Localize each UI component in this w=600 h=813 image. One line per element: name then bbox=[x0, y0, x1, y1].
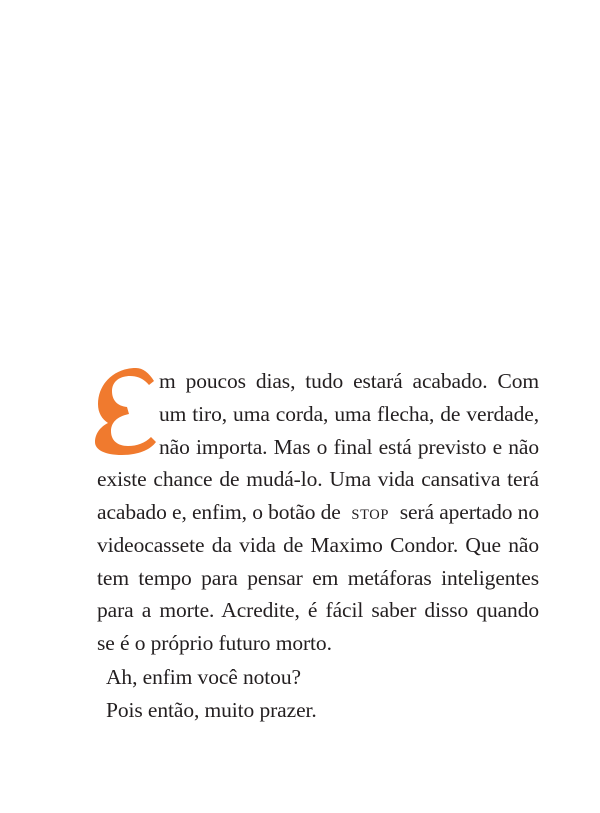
paragraph-3: Pois então, muito prazer. bbox=[106, 698, 317, 722]
text-line-2: um tiro, uma corda, uma flecha, de verdade, bbox=[159, 402, 539, 426]
text-line-5-start: acabado e, enfim, o botão de bbox=[97, 500, 341, 524]
text-line-5 bbox=[97, 499, 539, 528]
text-line-8: para a morte. Acredite, é fácil saber disso quando bbox=[97, 598, 539, 622]
text-line-5-end: será apertado no bbox=[399, 500, 539, 524]
text-line-6: videocassete da vida de Maximo Condor. Que não bbox=[97, 533, 539, 557]
paragraph-2: Ah, enfim você notou? bbox=[106, 665, 301, 689]
text-line-3: não importa. Mas o final está previsto e não bbox=[159, 435, 539, 459]
text-line-4: existe chance de mudá-lo. Uma vida cansativa terá bbox=[97, 467, 539, 491]
text-line-5-smallcaps: STOP bbox=[351, 507, 390, 523]
text-line-1: m poucos dias, tudo estará acabado. Com bbox=[159, 369, 539, 393]
text-line-9: se é o próprio futuro morto. bbox=[97, 631, 332, 655]
drop-cap-e bbox=[92, 366, 158, 456]
text-line-7: tem tempo para pensar em metáforas inteligentes bbox=[97, 566, 539, 590]
drop-cap-e-shape bbox=[95, 368, 156, 455]
